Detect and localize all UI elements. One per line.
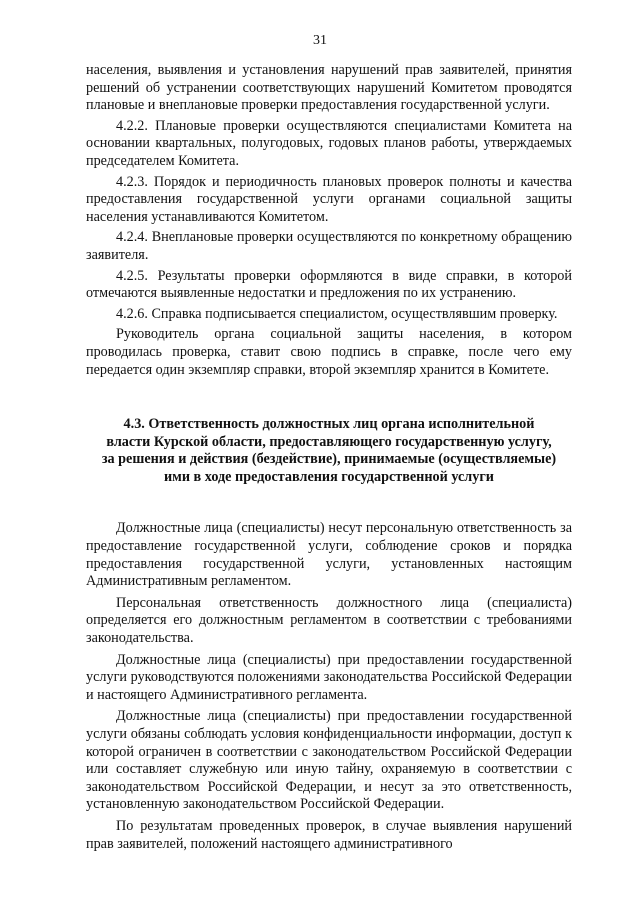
page-number: 31 (313, 33, 327, 48)
paragraph-responsibility-defined: Персональная ответственность должностного лица (специалиста) определяется его должностным регламентом в соответствии с требованиями законодательства. (86, 594, 572, 647)
paragraph-4-2-5: 4.2.5. Результаты проверки оформляются в виде справки, в которой отмечаются выявленные недостатки и предложения по их устранению. (86, 267, 572, 302)
paragraph-confidentiality: Должностные лица (специалисты) при предоставлении государственной услуги обязаны соблюдать условия конфиденциальности информации, доступ к которой ограничен в соответствии с законодательством Российской Федерации или составляет служебную или иную тайну, охраняемую в соответствии с законодательством Российской Федерации, и несут за это ответственность, установленную законодательством Российской Федерации. (86, 708, 572, 813)
page-content (86, 62, 572, 853)
heading-line: 4.3. Ответственность должностных лиц органа исполнительной (123, 416, 535, 433)
heading-line: власти Курской области, предоставляющего государственную услугу, (106, 433, 552, 450)
paragraph-4-2-2: 4.2.2. Плановые проверки осуществляются специалистами Комитета на основании квартальных, полугодовых, годовых планов работы, утверждаемых председателем Комитета. (86, 117, 572, 169)
section-heading-4-3 (86, 416, 572, 486)
paragraph-personal-responsibility: Должностные лица (специалисты) несут персональную ответственность за предоставление государственной услуги, соблюдение сроков и порядка предоставления государственной услуги, установленных настоящим Административным регламентом. (86, 520, 572, 590)
paragraph-head-signature: Руководитель органа социальной защиты населения, в котором проводилась проверка, ставит свою подпись в справке, после чего ему передается один экземпляр справки, второй экземпляр хранится в Комитете. (86, 326, 572, 378)
paragraph-inspection-results: По результатам проведенных проверок, в случае выявления нарушений прав заявителей, положений настоящего административного (86, 817, 572, 852)
heading-line: за решения и действия (бездействие), принимаемые (осуществляемые) (101, 451, 557, 468)
heading-line: ими в ходе предоставления государственной услуги (164, 468, 494, 485)
paragraph-continuation: населения, выявления и установления нарушений прав заявителей, принятия решений об устранении соответствующих нарушений Комитетом проводятся плановые и внеплановые проверки предоставления государственной услуги. (86, 62, 572, 114)
paragraph-4-2-6: 4.2.6. Справка подписывается специалистом, осуществлявшим проверку. (116, 305, 558, 322)
paragraph-guided-by-law: Должностные лица (специалисты) при предоставлении государственной услуги руководствуются положениями законодательства Российской Федерации и настоящего Административного регламента. (86, 651, 572, 703)
paragraph-4-2-4: 4.2.4. Внеплановые проверки осуществляются по конкретному обращению заявителя. (86, 229, 572, 263)
paragraph-4-2-3: 4.2.3. Порядок и периодичность плановых проверок полноты и качества предоставления государственной услуги органами социальной защиты населения устанавливаются Комитетом. (86, 173, 572, 225)
